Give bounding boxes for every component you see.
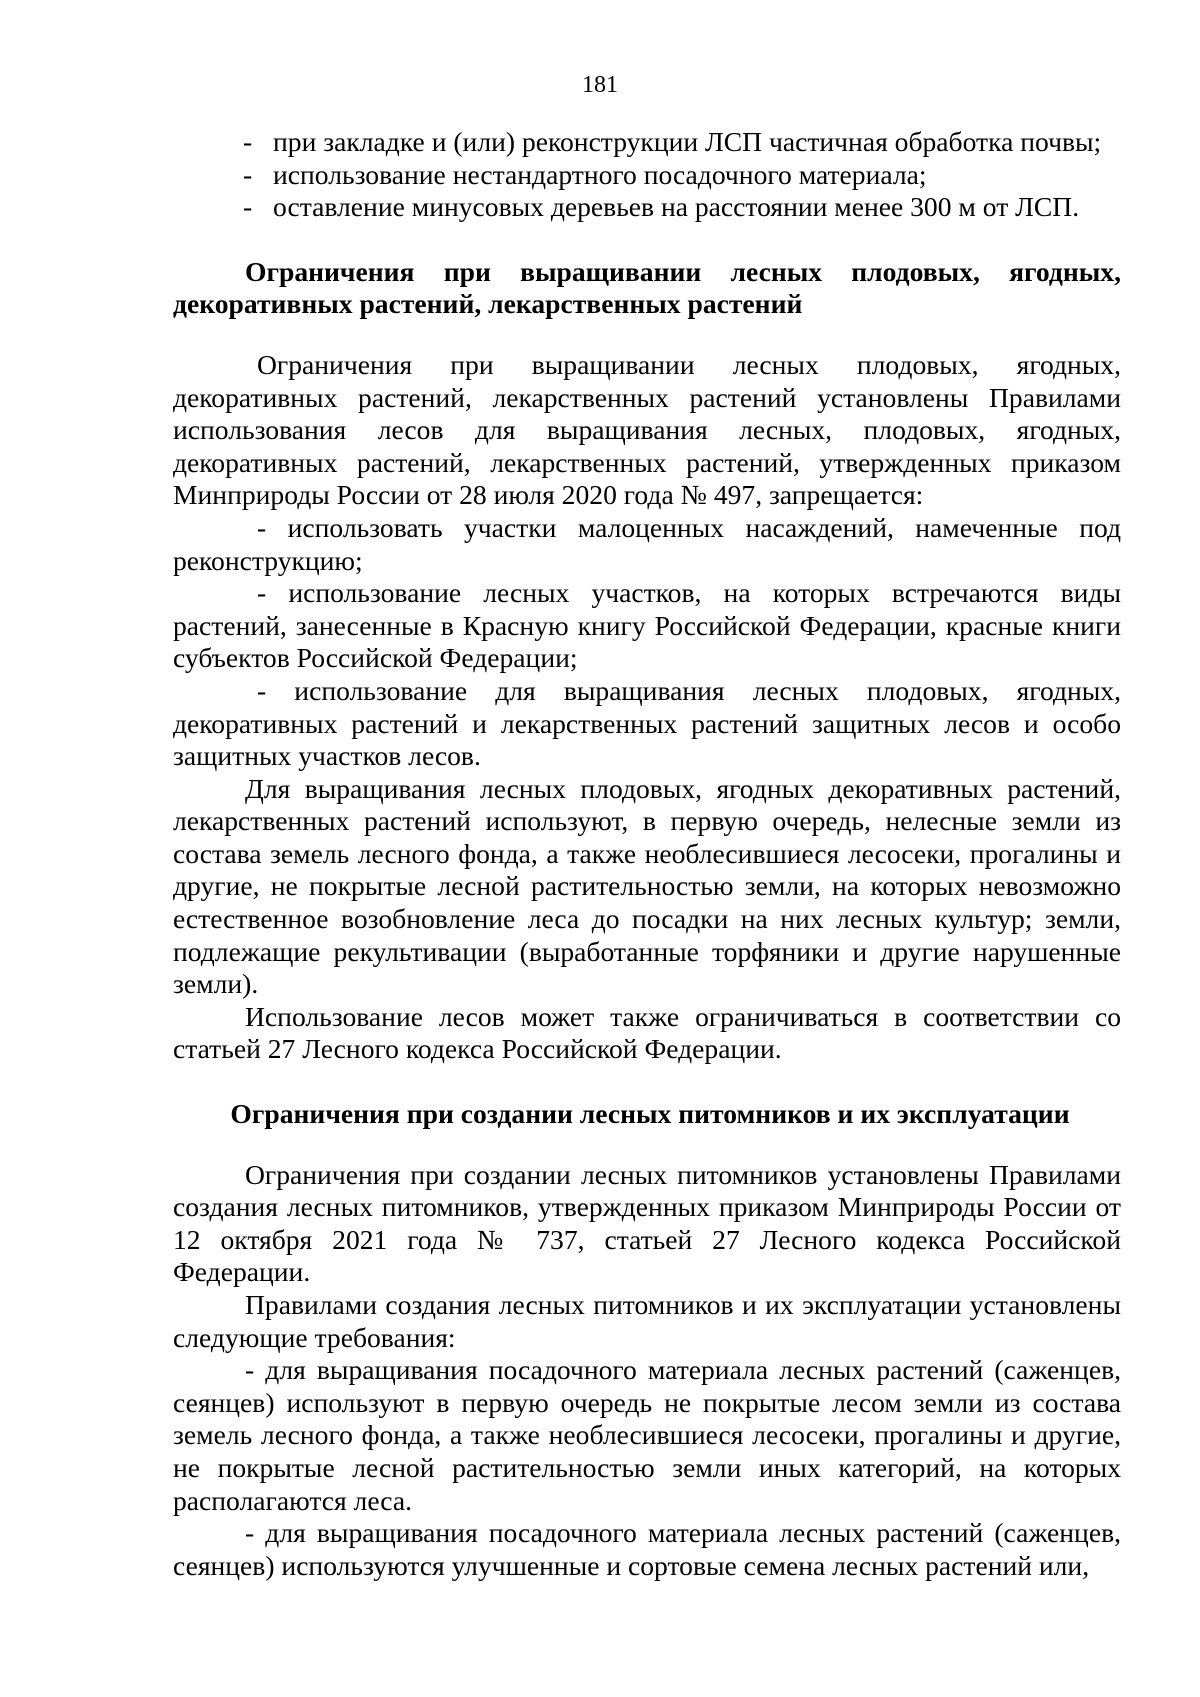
paragraph: Ограничения при создании лесных питомников установлены Правилами создания лесных питомников, утвержденных приказом Минприроды России от 12 октября 2021 года № 737, статьей 27 Лесного кодекса Российской Федерации. — [173, 1158, 1121, 1288]
paragraph: Ограничения при выращивании лесных плодовых, ягодных, декоративных растений, лекарственных растений установлены Правилами использования лесов для выращивания лесных, плодовых, ягодных, декоративных растений, лекарственных растений, утвержденных приказом Минприроды России от 28 июля 2020 года № 497, запрещается: — [173, 348, 1121, 511]
list-item-text: оставление минусовых деревьев на расстоянии менее 300 м от ЛСП. — [273, 191, 1080, 223]
list-item: - использование для выращивания лесных плодовых, ягодных, декоративных растений и лекарственных растений защитных лесов и особо защитных участков лесов. — [173, 674, 1121, 772]
dash-marker: - — [243, 126, 253, 157]
dash-marker: - — [243, 158, 253, 190]
list-item: - использовать участки малоценных насаждений, намеченные под реконструкцию; — [173, 511, 1121, 576]
paragraph: Для выращивания лесных плодовых, ягодных декоративных растений, лекарственных растений используют, в первую очередь, нелесные земли из состава земель лесного фонда, а также необлесившиеся лесосеки, прогалины и другие, не покрытые лесной растительностью земли, на которых невозможно естественное возобновление леса до посадки на них лесных культур; земли, подлежащие рекультивации (выработанные торфяники и другие нарушенные земли). — [173, 772, 1121, 1000]
page-number: 181 — [582, 72, 618, 98]
list-item — [173, 191, 1121, 224]
list-item: - использование лесных участков, на которых встречаются виды растений, занесенные в Красную книгу Российской Федерации, красные книги субъектов Российской Федерации; — [173, 577, 1121, 674]
section-heading: Ограничения при создании лесных питомников и их эксплуатации — [230, 1098, 1070, 1130]
list-item: - для выращивания посадочного материала лесных растений (саженцев, сеянцев) используются улучшенные и сортовые семена лесных растений или, — [173, 1517, 1121, 1581]
list-item-text: при закладке и (или) реконструкции ЛСП частичная обработка почвы; — [273, 126, 1102, 157]
list-item: - для выращивания посадочного материала лесных растений (саженцев, сеянцев) используют в первую очередь не покрытые лесом земли из состава земель лесного фонда, а также необлесившиеся лесосеки, прогалины и другие, не покрытые лесной растительностью земли иных категорий, на которых располагаются леса. — [173, 1354, 1121, 1516]
list-item — [173, 159, 1121, 192]
list-item — [173, 126, 1121, 159]
section-heading: Ограничения при выращивании лесных плодовых, ягодных, декоративных растений, лекарственных растений — [173, 255, 1121, 320]
dash-marker: - — [243, 191, 253, 223]
paragraph: Использование лесов может также ограничиваться в соответствии со статьей 27 Лесного кодекса Российской Федерации. — [173, 1000, 1121, 1065]
page-content — [173, 126, 1121, 1582]
paragraph: Правилами создания лесных питомников и их эксплуатации установлены следующие требования: — [173, 1289, 1121, 1353]
list-item-text: использование нестандартного посадочного материала; — [273, 158, 927, 190]
